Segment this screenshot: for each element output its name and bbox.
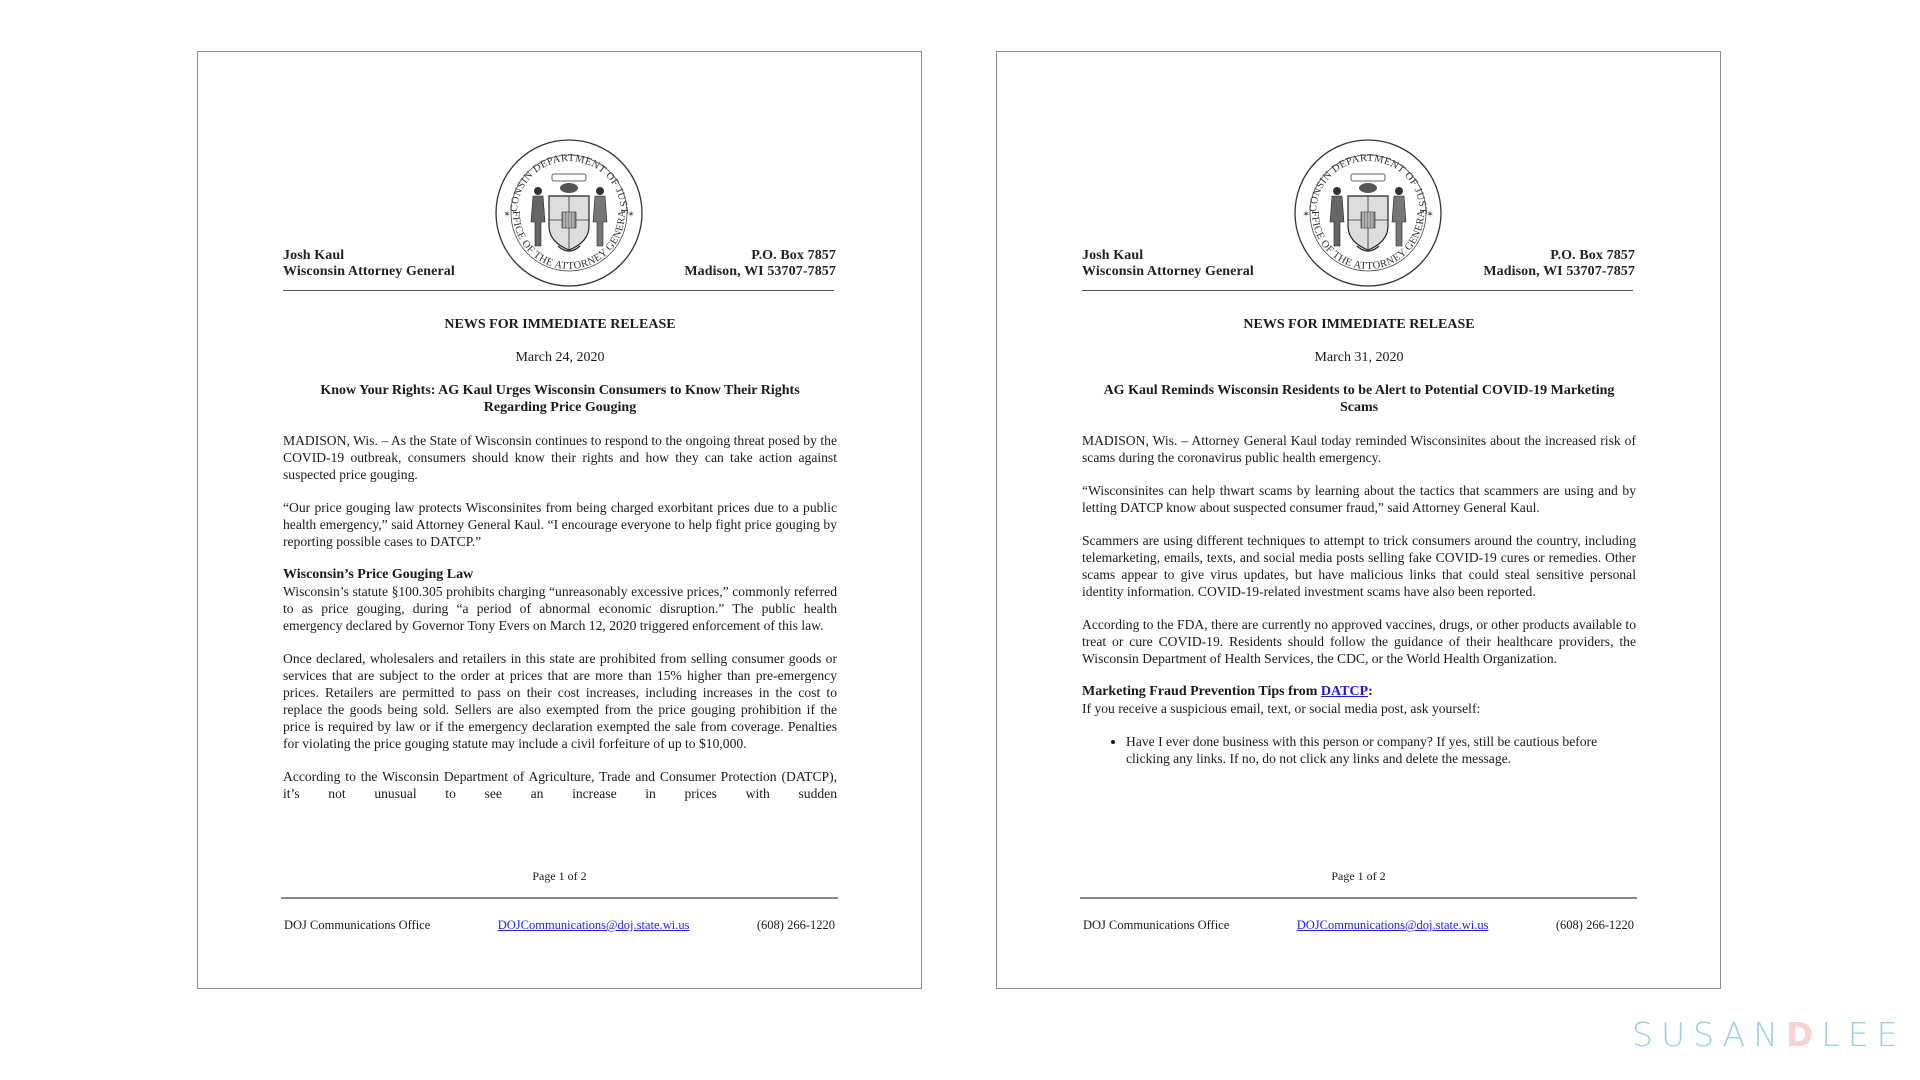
headline: Know Your Rights: AG Kaul Urges Wisconsin Consumers to Know Their Rights Regarding Price Gouging (320, 383, 800, 415)
subheading-suffix: : (1368, 684, 1373, 699)
footer-phone: (608) 266-1220 (1555, 918, 1634, 932)
letterhead-right (684, 248, 836, 280)
brand-accent: D (1785, 1015, 1822, 1054)
letterhead-left (283, 248, 455, 280)
brand-text: LEE (1821, 1015, 1906, 1054)
brand-logo (1632, 1015, 1905, 1054)
paragraph: “Wisconsinites can help thwart scams by learning about the tactics that scammers are using and by letting DATCP know about suspected consumer fraud,” said Attorney General Kaul. (1082, 483, 1636, 515)
page-number: Page 1 of 2 (1331, 869, 1386, 883)
subheading (1082, 683, 1636, 700)
release-label: NEWS FOR IMMEDIATE RELEASE (1243, 317, 1475, 332)
footer-email-link[interactable]: DOJCommunications@doj.state.wi.us (497, 918, 690, 932)
paragraph: Scammers are using different techniques to attempt to trick consumers around the country, including telemarketing, emails, texts, and social media posts selling fake COVID-19 cures or remedies. Other scams appear to give virus updates, but have malicious links that could steal sensitive personal identity information. COVID-19-related investment scams have also been reported. (1082, 533, 1636, 599)
paragraph: According to the FDA, there are currently no approved vaccines, drugs, or other products available to treat or cure COVID-19. Residents should follow the guidance of their healthcare providers, the Wisconsin Department of Health Services, the CDC, or the World Health Organization. (1082, 617, 1636, 666)
address-line-2: Madison, WI 53707-7857 (1483, 264, 1635, 279)
footer-divider (1080, 897, 1637, 899)
address-line-1: P.O. Box 7857 (751, 248, 836, 263)
address-line-2: Madison, WI 53707-7857 (684, 264, 836, 279)
paragraph: MADISON, Wis. – As the State of Wisconsin continues to respond to the ongoing threat posed by the COVID-19 outbreak, consumers should know their rights and how they can take action against suspected price gouging. (283, 433, 837, 482)
release-content (1082, 316, 1636, 767)
list-item: • Have I ever done business with this person or company? If yes, still be cautious before clicking any links. If no, do not click any links and delete the message. (1126, 733, 1636, 767)
subheading-text: Marketing Fraud Prevention Tips from (1082, 684, 1321, 699)
ag-name: Josh Kaul (1082, 248, 1144, 263)
page-footer (284, 918, 835, 933)
ag-title: Wisconsin Attorney General (1082, 264, 1254, 279)
press-release-page-2 (996, 51, 1721, 989)
doj-seal-icon (1293, 138, 1443, 288)
footer-office: DOJ Communications Office (1083, 918, 1230, 932)
datcp-link[interactable]: DATCP (1320, 684, 1369, 699)
paragraph: Wisconsin’s statute §100.305 prohibits charging “unreasonably excessive prices,” commonly referred to as price gouging, during “a period of abnormal economic disruption.” The public health emergency declared by Governor Tony Evers on March 12, 2020 triggered enforcement of this law. (283, 584, 837, 633)
page-footer (1083, 918, 1634, 933)
footer-office: DOJ Communications Office (284, 918, 431, 932)
letterhead-right (1483, 248, 1635, 280)
release-date: March 24, 2020 (515, 350, 605, 365)
subheading: Wisconsin’s Price Gouging Law (283, 567, 474, 582)
paragraph: According to the Wisconsin Department of Agriculture, Trade and Consumer Protection (DATCP), it’s not unusual to see an increase in prices with sudden (283, 769, 837, 801)
footer-email-link[interactable]: DOJCommunications@doj.state.wi.us (1296, 918, 1489, 932)
ag-name: Josh Kaul (283, 248, 345, 263)
intro-text: If you receive a suspicious email, text, or social media post, ask yourself: (1082, 701, 1481, 716)
letterhead-left (1082, 248, 1254, 280)
doj-seal-icon (494, 138, 644, 288)
page-number: Page 1 of 2 (532, 869, 587, 883)
paragraph: MADISON, Wis. – Attorney General Kaul today reminded Wisconsinites about the increased risk of scams during the coronavirus public health emergency. (1082, 433, 1636, 465)
ag-title: Wisconsin Attorney General (283, 264, 455, 279)
address-line-1: P.O. Box 7857 (1550, 248, 1635, 263)
headline: AG Kaul Reminds Wisconsin Residents to be Alert to Potential COVID-19 Marketing Scams (1103, 383, 1615, 415)
header-divider (1082, 290, 1633, 291)
press-release-page-1 (197, 51, 922, 989)
release-label: NEWS FOR IMMEDIATE RELEASE (444, 317, 676, 332)
paragraph: Once declared, wholesalers and retailers in this state are prohibited from selling consumer goods or services that are subject to the order at prices that are more than 15% higher than pre-emergency prices. Retailers are permitted to pass on their cost increases, including increases in the cost to replace the goods being sold. Sellers are also exempted from the price gouging prohibition if the price is required by law or if the emergency declaration exempted the sale from coverage. Penalties for violating the price gouging statute may include a civil forfeiture of up to $10,000. (283, 651, 837, 751)
footer-divider (281, 897, 838, 899)
header-divider (283, 290, 834, 291)
footer-phone: (608) 266-1220 (756, 918, 835, 932)
brand-text: SUSAN (1632, 1015, 1786, 1054)
paragraph: “Our price gouging law protects Wisconsinites from being charged exorbitant prices due to a public health emergency,” said Attorney General Kaul. “I encourage everyone to help fight price gouging by reporting possible cases to DATCP.” (283, 500, 837, 549)
release-date: March 31, 2020 (1314, 350, 1404, 365)
release-content (283, 316, 837, 802)
tips-list (1082, 733, 1636, 767)
